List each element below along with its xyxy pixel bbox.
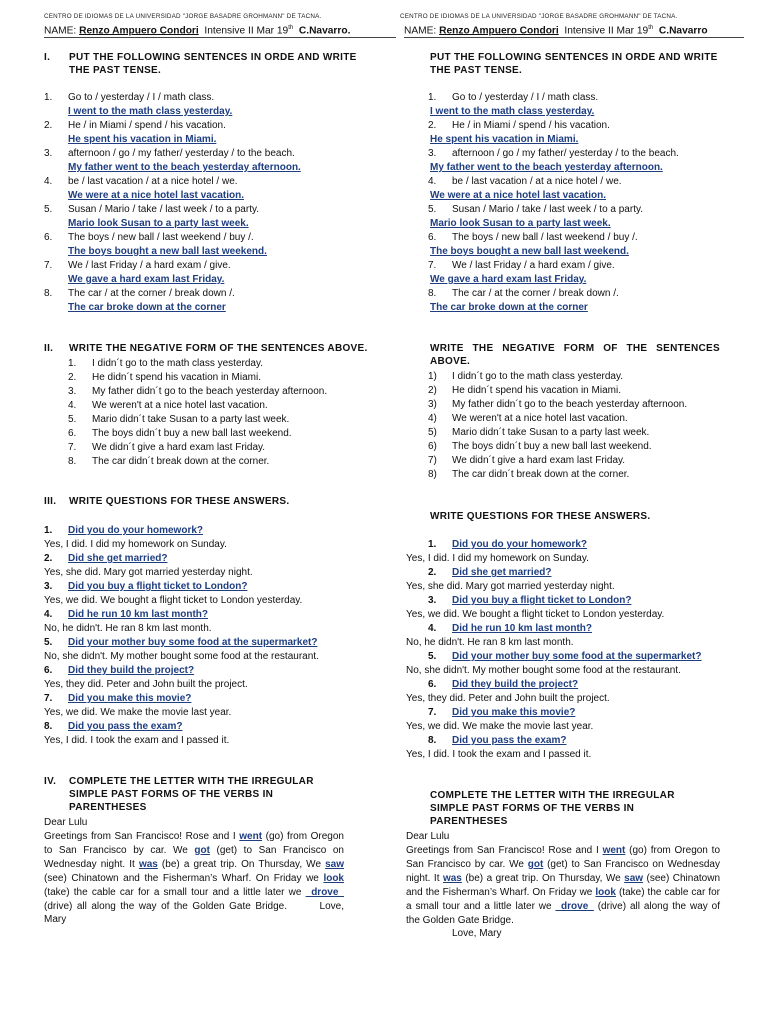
exercise-3-answer-right: No, she didn't. My mother bought some food at the restaurant. <box>406 665 681 676</box>
exercise-3-question-right: 3. Did you buy a flight ticket to London? <box>428 595 632 606</box>
exercise-2-item: 2. He didn´t spend his vacation in Miami. <box>68 372 261 383</box>
exercise-1-prompt: 2. He / in Miami / spend / his vacation. <box>44 120 226 131</box>
item-number: 5) <box>428 427 437 438</box>
exercise-1-prompt: 6. The boys / new ball / last weekend / buy /. <box>44 232 254 243</box>
exercise-3-question: 1. Did you do your homework? <box>44 525 204 536</box>
teacher-name: C.Navarro. <box>298 25 351 37</box>
item-number: 2. <box>68 372 77 383</box>
blank-got: got <box>194 844 210 856</box>
exercise-1-prompt-right: 1. Go to / yesterday / I / math class. <box>428 92 599 103</box>
blank-saw: saw <box>325 858 345 870</box>
section-2-heading-right: WRITE THE NEGATIVE FORM OF THE SENTENCES ABOVE. <box>430 343 720 367</box>
exercise-1-prompt: 7. We / last Friday / a hard exam / give. <box>44 260 231 271</box>
exercise-3-answer: Yes, we did. We bought a flight ticket to London yesterday. <box>44 595 303 606</box>
exercise-1-answer: The car broke down at the corner <box>68 302 226 313</box>
exercise-1-answer: My father went to the beach yesterday afternoon. <box>68 162 301 173</box>
exercise-2-item-right: 5) Mario didn´t take Susan to a party last week. <box>428 427 650 438</box>
item-number: 6. <box>44 232 53 243</box>
course-label: Intensive II Mar 19 <box>204 25 289 37</box>
section-1-heading-right: PUT THE FOLLOWING SENTENCES IN ORDE AND WRITE THE PAST TENSE. <box>430 52 718 76</box>
exercise-3-question: 7. Did you make this movie? <box>44 693 192 704</box>
institution-header: CENTRO DE IDIOMAS DE LA UNIVERSIDAD "JORGE BASADRE GROHMANN" DE TACNA. <box>44 13 322 20</box>
exercise-3-answer-right: Yes, I did. I did my homework on Sunday. <box>406 553 589 564</box>
student-name: Renzo Ampuero Condori <box>79 25 199 37</box>
exercise-3-answer: Yes, we did. We make the movie last year. <box>44 707 232 718</box>
exercise-2-item: 6. The boys didn´t buy a new ball last weekend. <box>68 428 292 439</box>
exercise-3-answer: No, she didn't. My mother bought some food at the restaurant. <box>44 651 319 662</box>
exercise-3-answer-right: Yes, we did. We bought a flight ticket to London yesterday. <box>406 609 665 620</box>
exercise-3-answer-right: No, he didn't. He ran 8 km last month. <box>406 637 574 648</box>
exercise-2-item-right: 7) We didn´t give a hard exam last Friday. <box>428 455 626 466</box>
section-4-heading <box>44 775 394 814</box>
section-4-heading-right: COMPLETE THE LETTER WITH THE IRREGULAR SIMPLE PAST FORMS OF THE VERBS IN PARENTHESES <box>430 790 675 827</box>
exercise-3-question-right: 8. Did you pass the exam? <box>428 735 567 746</box>
exercise-2-item: 3. My father didn´t go to the beach yesterday afternoon. <box>68 386 328 397</box>
exercise-1-answer: We gave a hard exam last Friday. <box>68 274 225 285</box>
letter-signoff: Love, Mary <box>44 900 345 926</box>
blank-went: went <box>239 831 263 842</box>
exercise-2-item-right: 2) He didn´t spend his vacation in Miami. <box>428 385 621 396</box>
section-2-numeral: II. <box>44 343 54 354</box>
exercise-3-question-right: 5. Did your mother buy some food at the supermarket? <box>428 651 702 662</box>
item-number: 8. <box>44 288 53 299</box>
item-number: 7. <box>44 260 53 271</box>
item-number: 8) <box>428 469 437 480</box>
exercise-3-answer: Yes, I did. I did my homework on Sunday. <box>44 539 227 550</box>
blank-was: was <box>138 858 158 870</box>
item-number: 4. <box>44 176 53 187</box>
item-number: 4) <box>428 413 437 424</box>
teacher-name-right: C.Navarro <box>658 25 708 37</box>
exercise-2-item: 1. I didn´t go to the math class yesterday. <box>68 358 264 369</box>
item-number: 3. <box>428 148 437 159</box>
section-4-title: COMPLETE THE LETTER WITH THE IRREGULAR SIMPLE PAST FORMS OF THE VERBS IN PARENTHESES <box>69 776 314 813</box>
exercise-1-answer-right: He spent his vacation in Miami. <box>430 134 579 145</box>
letter-greeting-right: Dear Lulu <box>406 831 450 842</box>
item-number: 2) <box>428 385 437 396</box>
exercise-1-prompt-right: 4. be / last vacation / at a nice hotel / we. <box>428 176 622 187</box>
exercise-1-prompt-right: 7. We / last Friday / a hard exam / give. <box>428 260 615 271</box>
exercise-3-answer-right: Yes, we did. We make the movie last year. <box>406 721 594 732</box>
exercise-1-answer-right: We gave a hard exam last Friday. <box>430 274 587 285</box>
exercise-1-prompt: 4. be / last vacation / at a nice hotel / we. <box>44 176 238 187</box>
letter-greeting: Dear Lulu <box>44 817 88 828</box>
exercise-1-prompt-right: 5. Susan / Mario / take / last week / to a party. <box>428 204 644 215</box>
exercise-3-question: 8. Did you pass the exam? <box>44 721 183 732</box>
exercise-3-answer: Yes, I did. I took the exam and I passed it. <box>44 735 230 746</box>
exercise-2-item-right: 8) The car didn´t break down at the corner. <box>428 469 630 480</box>
exercise-1-prompt: 8. The car / at the corner / break down /. <box>44 288 235 299</box>
exercise-3-question: 3. Did you buy a flight ticket to London? <box>44 581 248 592</box>
exercise-3-question: 2. Did she get married? <box>44 553 168 564</box>
item-number: 1. <box>68 358 77 369</box>
exercise-1-answer: I went to the math class yesterday. <box>68 106 233 117</box>
exercise-1-answer: He spent his vacation in Miami. <box>68 134 217 145</box>
section-1-heading <box>44 51 394 77</box>
item-number: 4. <box>428 176 437 187</box>
item-number: 7. <box>428 260 437 271</box>
item-number: 4. <box>68 400 77 411</box>
name-label: NAME: <box>44 25 77 37</box>
item-number: 8. <box>68 456 77 467</box>
exercise-1-prompt: 3. afternoon / go / my father/ yesterday / to the beach. <box>44 148 295 159</box>
section-1-numeral: I. <box>44 52 51 63</box>
item-number: 1. <box>428 92 437 103</box>
exercise-1-answer-right: My father went to the beach yesterday afternoon. <box>430 162 663 173</box>
name-line-right: NAME: Renzo Ampuero Condori Intensive II Mar 19th C.Navarro <box>404 25 744 38</box>
exercise-3-question: 5. Did your mother buy some food at the supermarket? <box>44 637 318 648</box>
item-number: 7) <box>428 455 437 466</box>
exercise-3-answer-right: Yes, I did. I took the exam and I passed it. <box>406 749 592 760</box>
exercise-1-prompt: 5. Susan / Mario / take / last week / to a party. <box>44 204 260 215</box>
exercise-2-item-right: 1) I didn´t go to the math class yesterday. <box>428 371 624 382</box>
section-2-heading <box>44 342 394 355</box>
blank-look: look <box>323 872 344 884</box>
item-number: 3. <box>68 386 77 397</box>
letter-body-right: Greetings from San Francisco! Rose and I went (go) from Oregon to San Francisco by car. We got (get) to San Francisco on Wednesday night. It was (be) a great trip. On Thursday, We saw (see) Chinatown and the Fisherman’s Wharf. On Friday we look (take) the cable car for a small tour and a little later we _drove_ (drive) all along the way of the Golden Gate Bridge. Love, Mary <box>406 845 721 940</box>
blank-drove: _drove_ <box>305 886 344 898</box>
exercise-3-question-right: 1. Did you do your homework? <box>428 539 588 550</box>
item-number: 6. <box>428 232 437 243</box>
exercise-2-item-right: 3) My father didn´t go to the beach yesterday afternoon. <box>428 399 688 410</box>
exercise-3-question-right: 4. Did he run 10 km last month? <box>428 623 593 634</box>
exercise-3-answer-right: Yes, she did. Mary got married yesterday night. <box>406 581 615 592</box>
exercise-2-item: 7. We didn´t give a hard exam last Friday. <box>68 442 266 453</box>
exercise-1-answer-right: Mario look Susan to a party last week. <box>430 218 611 229</box>
exercise-1-answer-right: The car broke down at the corner <box>430 302 588 313</box>
section-3-numeral: III. <box>44 496 57 507</box>
exercise-1-prompt-right: 6. The boys / new ball / last weekend / buy /. <box>428 232 638 243</box>
exercise-3-question: 6. Did they build the project? <box>44 665 195 676</box>
item-number: 3. <box>44 148 53 159</box>
item-number: 3) <box>428 399 437 410</box>
exercise-1-answer: Mario look Susan to a party last week. <box>68 218 249 229</box>
item-number: 6) <box>428 441 437 452</box>
section-2-title: WRITE THE NEGATIVE FORM OF THE SENTENCES ABOVE. <box>69 343 368 354</box>
exercise-3-answer: No, he didn't. He ran 8 km last month. <box>44 623 212 634</box>
exercise-2-item: 5. Mario didn´t take Susan to a party last week. <box>68 414 290 425</box>
item-number: 5. <box>68 414 77 425</box>
section-4-numeral: IV. <box>44 776 57 787</box>
item-number: 5. <box>428 204 437 215</box>
item-number: 8. <box>428 288 437 299</box>
item-number: 2. <box>428 120 437 131</box>
exercise-3-question-right: 6. Did they build the project? <box>428 679 579 690</box>
exercise-1-prompt-right: 2. He / in Miami / spend / his vacation. <box>428 120 610 131</box>
exercise-3-question: 4. Did he run 10 km last month? <box>44 609 209 620</box>
exercise-3-answer: Yes, they did. Peter and John built the project. <box>44 679 248 690</box>
exercise-1-answer: We were at a nice hotel last vacation. <box>68 190 244 201</box>
letter-body: Greetings from San Francisco! Rose and I went (go) from Oregon to San Francisco by car. We got (get) to San Francisco on Wednesday night. It was (be) a great trip. On Thursday, We saw (see) Chinatown and the Fisherman’s Wharf. On Friday we look (take) the cable car for a small tour and a little later we _drove_ (drive) all along the way of the Golden Gate Bridge. Love, Mary <box>44 831 345 926</box>
exercise-1-prompt-right: 3. afternoon / go / my father/ yesterday / to the beach. <box>428 148 679 159</box>
section-1-title: PUT THE FOLLOWING SENTENCES IN ORDE AND WRITE THE PAST TENSE. <box>69 52 357 76</box>
exercise-3-question-right: 2. Did she get married? <box>428 567 552 578</box>
exercise-2-item: 8. The car didn´t break down at the corner. <box>68 456 270 467</box>
item-number: 2. <box>44 120 53 131</box>
exercise-2-item: 4. We weren't at a nice hotel last vacation. <box>68 400 268 411</box>
section-3-title: WRITE QUESTIONS FOR THESE ANSWERS. <box>69 496 290 507</box>
exercise-3-question-right: 7. Did you make this movie? <box>428 707 576 718</box>
item-number: 7. <box>68 442 77 453</box>
section-3-heading <box>44 495 394 508</box>
exercise-1-answer-right: I went to the math class yesterday. <box>430 106 595 117</box>
exercise-1-prompt: 1. Go to / yesterday / I / math class. <box>44 92 215 103</box>
exercise-3-answer: Yes, she did. Mary got married yesterday night. <box>44 567 253 578</box>
name-line <box>44 25 396 38</box>
exercise-3-answer-right: Yes, they did. Peter and John built the project. <box>406 693 610 704</box>
item-number: 1) <box>428 371 437 382</box>
exercise-2-item-right: 6) The boys didn´t buy a new ball last weekend. <box>428 441 652 452</box>
institution-header-right: CENTRO DE IDIOMAS DE LA UNIVERSIDAD "JORGE BASADRE GROHMANN" DE TACNA. <box>400 13 678 20</box>
course-sup: th <box>288 25 294 31</box>
exercise-1-prompt-right: 8. The car / at the corner / break down /. <box>428 288 619 299</box>
exercise-1-answer-right: We were at a nice hotel last vacation. <box>430 190 606 201</box>
item-number: 6. <box>68 428 77 439</box>
exercise-1-answer: The boys bought a new ball last weekend. <box>68 246 267 257</box>
exercise-1-answer-right: The boys bought a new ball last weekend. <box>430 246 629 257</box>
exercise-2-item-right: 4) We weren't at a nice hotel last vacation. <box>428 413 628 424</box>
section-3-heading-right: WRITE QUESTIONS FOR THESE ANSWERS. <box>430 511 651 522</box>
item-number: 5. <box>44 204 53 215</box>
item-number: 1. <box>44 92 53 103</box>
